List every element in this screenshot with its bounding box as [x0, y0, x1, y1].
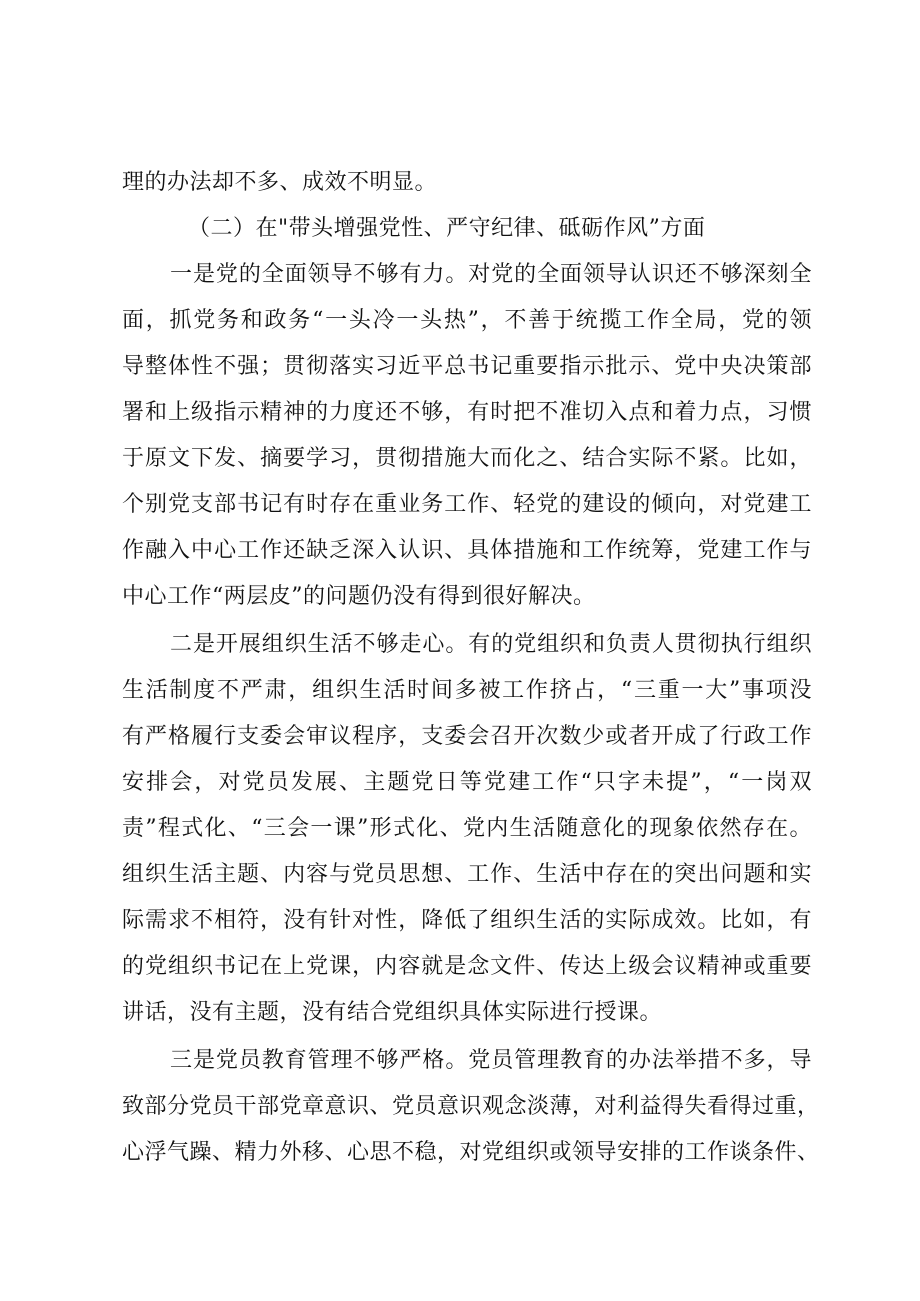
paragraph-3-line: 致部分党员干部党章意识、党员意识观念淡薄，对利益得失看得过重， — [122, 1094, 820, 1119]
paragraph-1-line: 导整体性不强；贯彻落实习近平总书记重要指示批示、党中央决策部 — [122, 354, 812, 379]
paragraph-2-line: 组织生活主题、内容与党员思想、工作、生活中存在的突出问题和实 — [122, 862, 812, 887]
paragraph-1-line: 作融入中心工作还缺乏深入认识、具体措施和工作统筹，党建工作与 — [122, 538, 812, 563]
paragraph-2-line: 二是开展组织生活不够走心。有的党组织和负责人贯彻执行组织 — [170, 632, 812, 657]
paragraph-2-line: 生活制度不严肃，组织生活时间多被工作挤占，“三重一大”事项没 — [122, 678, 812, 703]
paragraph-1-line: 面，抓党务和政务“一头冷一头热”，不善于统揽工作全局，党的领 — [122, 308, 812, 333]
paragraph-2-line: 讲话，没有主题，没有结合党组织具体实际进行授课。 — [122, 1000, 663, 1025]
paragraph-1-line: 于原文下发、摘要学习，贯彻措施大而化之、结合实际不紧。比如， — [122, 446, 812, 471]
paragraph-2-line: 的党组织书记在上党课，内容就是念文件、传达上级会议精神或重要 — [122, 954, 812, 979]
continuation-line: 理的办法却不多、成效不明显。 — [122, 170, 438, 195]
paragraph-2-line: 安排会，对党员发展、主题党日等党建工作“只字未提”，“一岗双 — [122, 770, 812, 795]
paragraph-1-line: 中心工作“两层皮”的问题仍没有得到很好解决。 — [122, 584, 596, 609]
paragraph-2-line: 有严格履行支委会审议程序，支委会召开次数少或者开成了行政工作 — [122, 724, 812, 749]
paragraph-1-line: 个别党支部书记有时存在重业务工作、轻党的建设的倾向，对党建工 — [122, 492, 812, 517]
section-heading: （二）在"带头增强党性、严守纪律、砥砺作风”方面 — [188, 216, 706, 241]
paragraph-1-line: 一是党的全面领导不够有力。对党的全面领导认识还不够深刻全 — [170, 262, 812, 287]
paragraph-3-line: 三是党员教育管理不够严格。党员管理教育的办法举措不多，导 — [170, 1048, 812, 1073]
paragraph-2-line: 责”程式化、“三会一课”形式化、党内生活随意化的现象依然存在。 — [122, 816, 812, 841]
paragraph-2-line: 际需求不相符，没有针对性，降低了组织生活的实际成效。比如，有 — [122, 908, 812, 933]
paragraph-1-line: 署和上级指示精神的力度还不够，有时把不准切入点和着力点，习惯 — [122, 400, 812, 425]
paragraph-3-line: 心浮气躁、精力外移、心思不稳，对党组织或领导安排的工作谈条件、 — [122, 1140, 820, 1165]
